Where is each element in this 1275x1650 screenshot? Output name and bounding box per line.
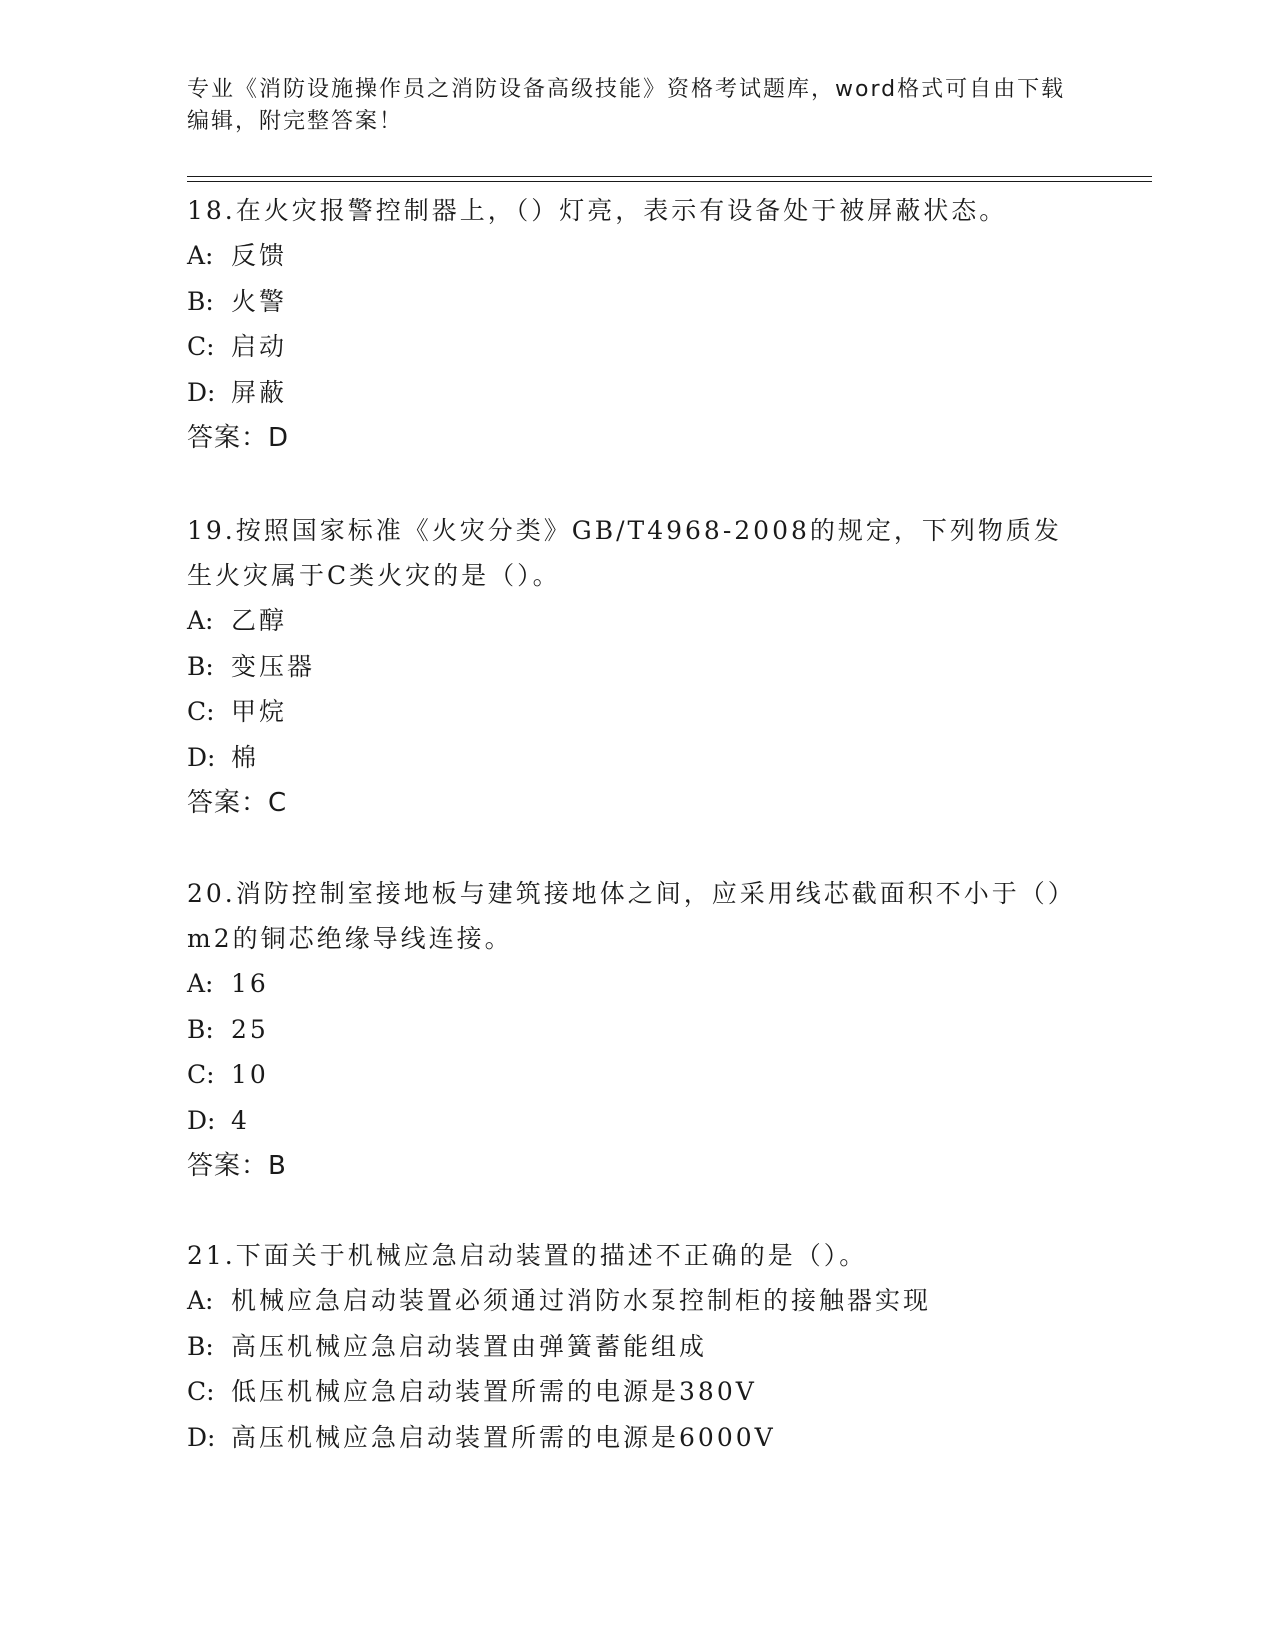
option-text: 机械应急启动装置必须通过消防水泵控制柜的接触器实现 — [231, 1286, 932, 1315]
question-20 — [187, 871, 1067, 1189]
question-18 — [187, 188, 1067, 461]
option-letter: B: — [187, 286, 214, 316]
option-text: 棉 — [231, 742, 260, 772]
option-letter: C: — [187, 1060, 215, 1089]
option-letter: D: — [187, 742, 216, 772]
document-header: 专业《消防设施操作员之消防设备高级技能》资格考试题库，word格式可自由下载编辑，附完整答案！ — [187, 77, 1066, 134]
answer-line: 答案：C — [187, 788, 288, 818]
question-stem: 18.在火灾报警控制器上，（）灯亮，表示有设备处于被屏蔽状态。 — [187, 196, 1008, 225]
option-a — [187, 233, 1067, 279]
option-text: 反馈 — [231, 241, 288, 270]
option-letter: B: — [187, 1331, 214, 1361]
option-text: 16 — [231, 969, 269, 998]
option-text: 高压机械应急启动装置所需的电源是6000V — [231, 1422, 776, 1452]
option-letter: D: — [187, 1422, 216, 1452]
option-d — [187, 370, 1067, 416]
question-19 — [187, 508, 1067, 826]
option-text: 变压器 — [231, 651, 316, 681]
option-d — [187, 1098, 1067, 1144]
option-b — [187, 1007, 1067, 1053]
header-divider-bottom — [187, 181, 1152, 182]
option-text: 启动 — [231, 332, 288, 361]
option-letter: D: — [187, 377, 216, 407]
option-text: 屏蔽 — [231, 377, 288, 407]
question-stem: 19.按照国家标准《火灾分类》GB/T4968-2008的规定，下列物质发生火灾属于C类火灾的是（）。 — [187, 516, 1062, 590]
header-divider-top — [187, 176, 1152, 177]
option-text: 4 — [231, 1105, 250, 1135]
option-letter: A: — [187, 606, 214, 635]
option-text: 高压机械应急启动装置由弹簧蓄能组成 — [231, 1331, 708, 1361]
option-letter: A: — [187, 969, 214, 998]
option-letter: B: — [187, 651, 214, 681]
option-text: 低压机械应急启动装置所需的电源是380V — [231, 1377, 757, 1406]
option-letter: A: — [187, 241, 214, 270]
answer-line: 答案：B — [187, 1151, 287, 1181]
option-text: 甲烷 — [231, 697, 288, 726]
question-stem: 21.下面关于机械应急启动装置的描述不正确的是（）。 — [187, 1241, 868, 1270]
option-letter: C: — [187, 1377, 215, 1406]
option-c — [187, 324, 1067, 370]
option-letter: A: — [187, 1286, 214, 1315]
option-text: 乙醇 — [231, 606, 288, 635]
option-letter: C: — [187, 332, 215, 361]
option-text: 25 — [231, 1014, 269, 1044]
option-c — [187, 689, 1067, 735]
option-c — [187, 1369, 1067, 1415]
question-stem: 20.消防控制室接地板与建筑接地体之间，应采用线芯截面积不小于（）m2的铜芯绝缘导线连接。 — [187, 879, 1064, 953]
option-text: 火警 — [231, 286, 288, 316]
option-a — [187, 1278, 1067, 1324]
option-d — [187, 735, 1067, 781]
option-a — [187, 961, 1067, 1007]
option-letter: C: — [187, 697, 215, 726]
option-a — [187, 598, 1067, 644]
option-b — [187, 1324, 1067, 1370]
question-21 — [187, 1233, 1067, 1460]
answer-line: 答案：D — [187, 423, 290, 453]
option-letter: B: — [187, 1014, 214, 1044]
option-c — [187, 1052, 1067, 1098]
option-b — [187, 279, 1067, 325]
option-b — [187, 644, 1067, 690]
option-text: 10 — [231, 1060, 269, 1089]
option-d — [187, 1415, 1067, 1461]
option-letter: D: — [187, 1105, 216, 1135]
